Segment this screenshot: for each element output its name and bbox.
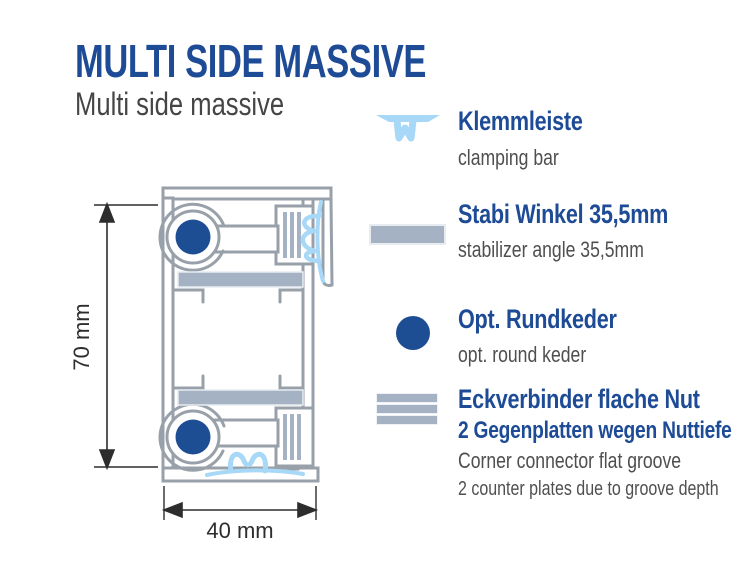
legend-label-round-keder: opt. round keder: [458, 342, 587, 367]
round-keder-top: [176, 220, 211, 255]
arrow-down: [100, 450, 114, 468]
legend-label-rundkeder: Opt. Rundkeder: [458, 304, 617, 334]
stabilizer-bar-top: [178, 272, 303, 287]
stabilizer-bar-bottom: [178, 390, 303, 405]
legend-label-clamping-bar: clamping bar: [458, 145, 559, 170]
legend-label-klemmleiste: Klemmleiste: [458, 106, 583, 136]
legend-note-gegenplatten: 2 Gegenplatten wegen Nuttiefe: [458, 417, 732, 444]
corner-connector-stripe: [377, 416, 437, 424]
arrow-right: [298, 503, 316, 517]
arrow-up: [100, 204, 114, 222]
legend-note-counter-plates: 2 counter plates due to groove depth: [458, 478, 719, 500]
stabilizer-angle-icon: [371, 226, 444, 243]
corner-connector-stripe: [377, 405, 437, 413]
clamping-bar-icon: [376, 108, 440, 152]
arrow-left: [164, 503, 182, 517]
page-subtitle: Multi side massive: [75, 86, 285, 122]
corner-connector-icon: [377, 394, 437, 427]
legend-label-stabilizer-angle: stabilizer angle 35,5mm: [458, 237, 644, 262]
dimension-height-label: 70 mm: [69, 303, 94, 371]
legend-label-stabi-winkel: Stabi Winkel 35,5mm: [458, 199, 669, 229]
round-keder-bottom: [176, 420, 211, 455]
page-title: MULTI SIDE MASSIVE: [75, 35, 427, 87]
stabilizer-angle-bars: [178, 272, 303, 405]
legend-label-corner-connector: Corner connector flat groove: [458, 448, 682, 473]
dimension-width-label: 40 mm: [206, 518, 274, 543]
legend-label-eckverbinder: Eckverbinder flache Nut: [458, 384, 700, 414]
corner-connector-stripes: [283, 212, 301, 460]
corner-connector-stripe: [377, 394, 437, 402]
round-keder-icon: [396, 316, 430, 350]
